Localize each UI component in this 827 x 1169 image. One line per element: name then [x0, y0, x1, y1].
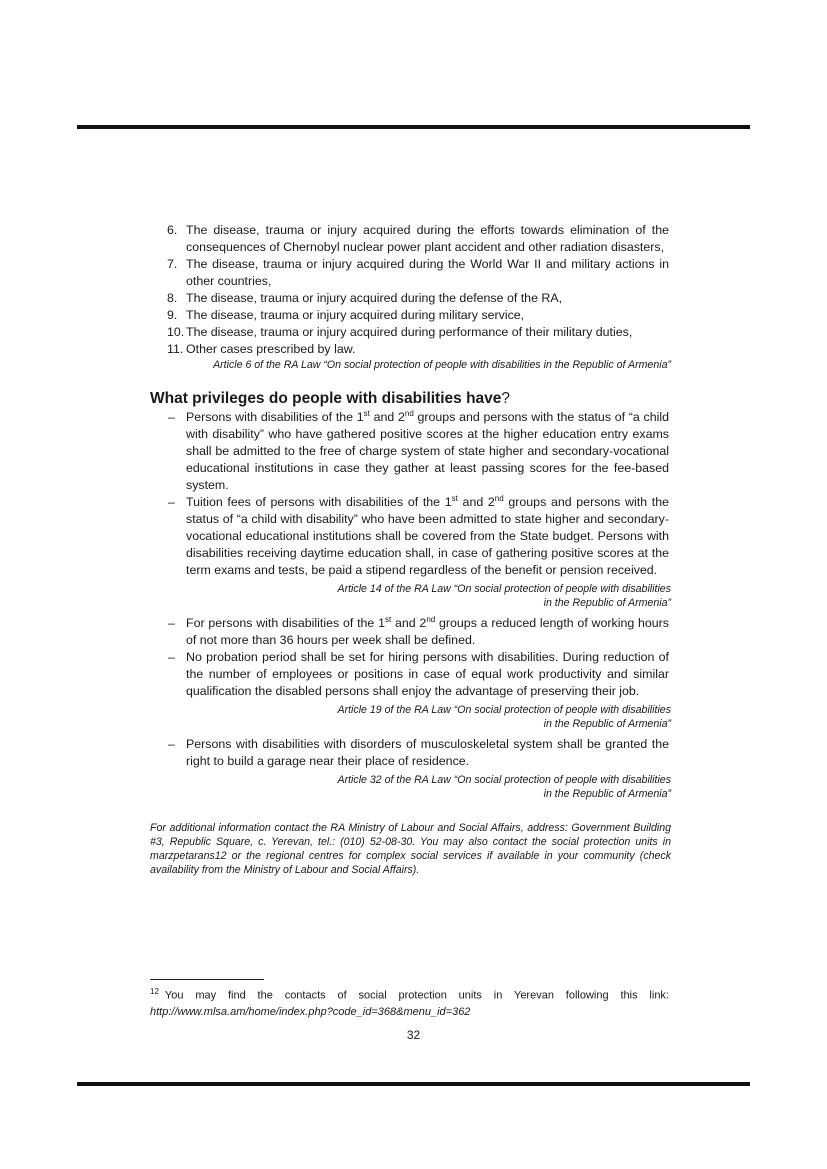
page-body — [150, 222, 669, 888]
page-number: 32 — [406, 1028, 421, 1042]
privileges-list-3 — [150, 736, 669, 770]
citation-article-32: Article 32 of the RA Law “On social protection of people with disabilities in the Republic of Armenia” — [337, 774, 671, 800]
additional-info-paragraph: For additional information contact the RA Ministry of Labour and Social Affairs, address: Government Building #3, Republic Square, c. Yerevan, tel.: (010) 52-08-30. You may also contact the social protection units in marzpetarans12 or the regional centres for complex social services if available in your community (check availability from the Ministry of Labour and Social Affairs). — [150, 822, 671, 876]
citation-article-19: Article 19 of the RA Law “On social protection of people with disabilities in the Republic of Armenia” — [337, 704, 671, 730]
footnote-separator — [150, 979, 264, 980]
footnote-link[interactable]: http://www.mlsa.am/home/index.php?code_id=368&menu_id=362 — [150, 1005, 471, 1018]
list-item: – Persons with disabilities with disorders of musculoskeletal system shall be granted the right to build a garage near their place of residence. — [168, 737, 669, 768]
section-heading: What privileges do people with disabilities have? — [150, 390, 511, 407]
bottom-rule — [77, 1082, 750, 1086]
list-item: 10. The disease, trauma or injury acquired during performance of their military duties, — [167, 325, 633, 339]
numbered-list — [150, 222, 669, 358]
list-item: 11. Other cases prescribed by law. — [167, 342, 356, 356]
citation-article-6: Article 6 of the RA Law “On social protection of people with disabilities in the Republic of Armenia” — [213, 359, 671, 371]
list-item: – Persons with disabilities of the 1st and 2nd groups and persons with the status of “a child with disability” who have gathered positive scores at the higher education entry exams shall be admitted to the free of charge system of state higher and secondary-vocational educational institutions in case they gather at least passing scores for the fee-based system. — [168, 408, 669, 492]
top-rule — [77, 125, 750, 129]
list-item: – For persons with disabilities of the 1st and 2nd groups a reduced length of working hours of not more than 36 hours per week shall be defined. — [168, 614, 670, 647]
footnote: $^{12}$ You may find the contacts of social protection units in Yerevan following this link: http://www.mlsa.am/home/index.php?code_id=368&menu_id=362 — [150, 987, 669, 1018]
privileges-list — [150, 409, 669, 579]
list-item: 7. The disease, trauma or injury acquired during the World War II and military actions in other countries, — [167, 257, 669, 288]
privileges-list-2 — [150, 615, 669, 700]
citation-article-14: Article 14 of the RA Law “On social protection of people with disabilities in the Republic of Armenia” — [337, 583, 671, 609]
list-item: 6. The disease, trauma or injury acquired during the efforts towards elimination of the consequences of Chernobyl nuclear power plant accident and other radiation disasters, — [167, 223, 669, 254]
list-item: 9. The disease, trauma or injury acquired during military service, — [167, 308, 525, 322]
list-item: – Tuition fees of persons with disabilities of the 1st and 2nd groups and persons with the status of “a child with disability” who have been admitted to state higher and secondary-vocational educational institutions shall be covered from the State budget. Persons with disabilities receiving daytime education shall, in case of gathering positive scores at the term exams and tests, be paid a stipend regardless of the benefit or pension received. — [168, 493, 669, 577]
list-item: – No probation period shall be set for hiring persons with disabilities. During reduction of the number of employees or positions in case of equal work productivity and similar qualification the disabled persons shall enjoy the advantage of preserving their job. — [168, 650, 669, 698]
list-item: 8. The disease, trauma or injury acquired during the defense of the RA, — [167, 291, 563, 305]
